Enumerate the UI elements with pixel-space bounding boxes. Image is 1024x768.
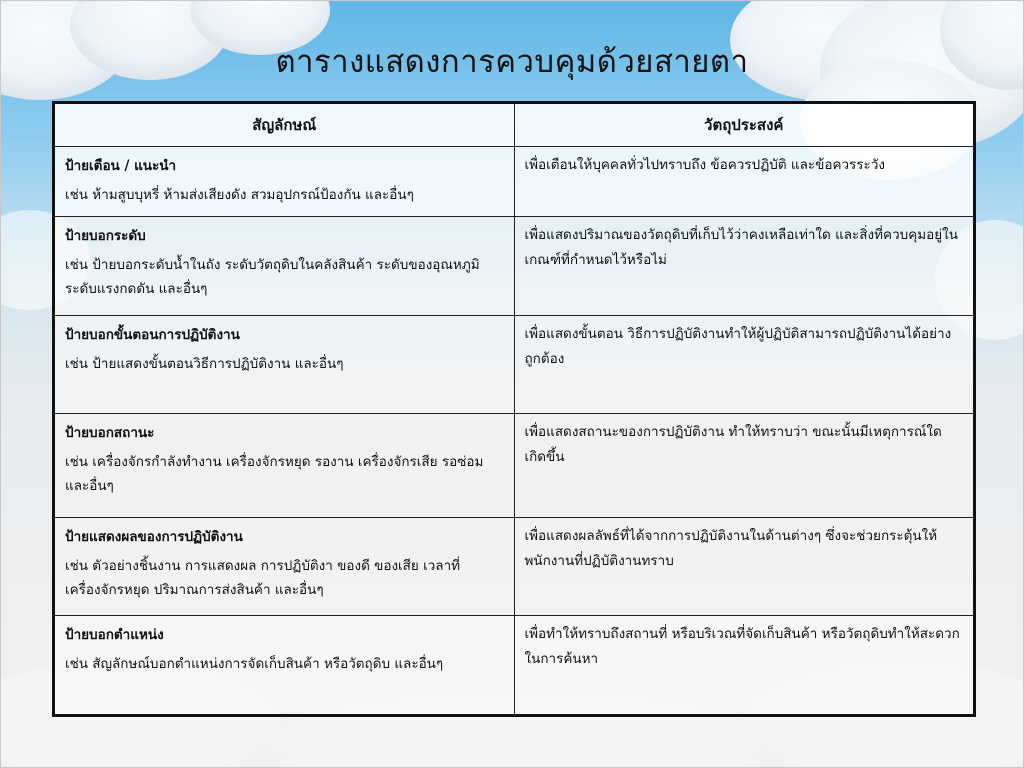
header-purpose: วัตถุประสงค์ (514, 103, 975, 147)
table-row (54, 616, 975, 716)
table-row (54, 518, 975, 616)
symbol-cell (54, 217, 515, 316)
page-title: ตารางแสดงการควบคุมด้วยสายตา (275, 44, 749, 80)
example-text: เช่น ป้ายบอกระดับน้ำในถัง ระดับวัตถุดิบในคลังสินค้า ระดับของอุณหภูมิ ระดับแรงกดดัน และอื่นๆ (65, 257, 480, 297)
example-text: เช่น ตัวอย่างชิ้นงาน การแสดงผล การปฏิบัติงา ของดี ของเสีย เวลาที่เครื่องจักรหยุด ปริมาณการส่งสินค้า และอื่นๆ (65, 558, 461, 598)
purpose-cell (514, 616, 975, 716)
example-text: เช่น เครื่องจักรกำลังทำงาน เครื่องจักรหยุด รองาน เครื่องจักรเสีย รอซ่อม และอื่นๆ (65, 454, 484, 494)
example-text: เช่น ห้ามสูบบุหรี่ ห้ามส่งเสียงดัง สวมอุปกรณ์ป้องกัน และอื่นๆ (65, 187, 414, 203)
symbol-cell (54, 616, 515, 716)
example-text: เช่น สัญลักษณ์บอกตำแหน่งการจัดเก็บสินค้า หรือวัตถุดิบ และอื่นๆ (65, 656, 444, 672)
purpose-text: เพื่อแสดงปริมาณของวัตถุดิบที่เก็บไว้ว่าคงเหลือเท่าใด และสิ่งที่ควบคุมอยู่ในเกณฑ์ที่กำหนดไว้หรือไม่ (524, 227, 958, 268)
symbol-cell (54, 518, 515, 616)
header-symbol: สัญลักษณ์ (54, 103, 515, 147)
table-row (54, 414, 975, 518)
purpose-cell (514, 414, 975, 518)
purpose-cell (514, 518, 975, 616)
purpose-text: เพื่อเตือนให้บุคคลทั่วไปทราบถึง ข้อควรปฏิบัติ และข้อควรระวัง (524, 157, 885, 173)
table-row (54, 217, 975, 316)
purpose-text: เพื่อแสดงขั้นตอน วิธีการปฏิบัติงานทำให้ผู้ปฏิบัติสามารถปฏิบัติงานได้อย่างถูกต้อง (524, 326, 952, 367)
table-header-row (54, 103, 975, 147)
category-label: ป้ายแสดงผลของการปฏิบัติงาน (65, 529, 243, 545)
symbol-cell (54, 147, 515, 217)
category-label: ป้ายบอกสถานะ (65, 425, 155, 441)
table-row (54, 316, 975, 414)
purpose-cell (514, 316, 975, 414)
purpose-text: เพื่อแสดงผลลัพธ์ที่ได้จากการปฏิบัติงานในด้านต่างๆ ซึ่งจะช่วยกระตุ้นให้พนักงานที่ปฏิบัติงานทราบ (524, 528, 938, 569)
category-label: ป้ายบอกขั้นตอนการปฏิบัติงาน (65, 327, 240, 343)
category-label: ป้ายเตือน / แนะนำ (65, 158, 177, 174)
symbol-cell (54, 316, 515, 414)
symbol-cell (54, 414, 515, 518)
table-row (54, 147, 975, 217)
category-label: ป้ายบอกระดับ (65, 228, 146, 244)
example-text: เช่น ป้ายแสดงขั้นตอนวิธีการปฏิบัติงาน และอื่นๆ (65, 356, 344, 372)
purpose-text: เพื่อแสดงสถานะของการปฏิบัติงาน ทำให้ทราบว่า ขณะนั้นมีเหตุการณ์ใดเกิดขึ้น (524, 424, 942, 465)
purpose-text: เพื่อทำให้ทราบถึงสถานที่ หรือบริเวณที่จัดเก็บสินค้า หรือวัตถุดิบทำให้สะดวกในการค้นหา (524, 626, 960, 667)
purpose-cell (514, 147, 975, 217)
category-label: ป้ายบอกตำแหน่ง (65, 627, 164, 643)
purpose-cell (514, 217, 975, 316)
visual-control-table (52, 101, 976, 717)
